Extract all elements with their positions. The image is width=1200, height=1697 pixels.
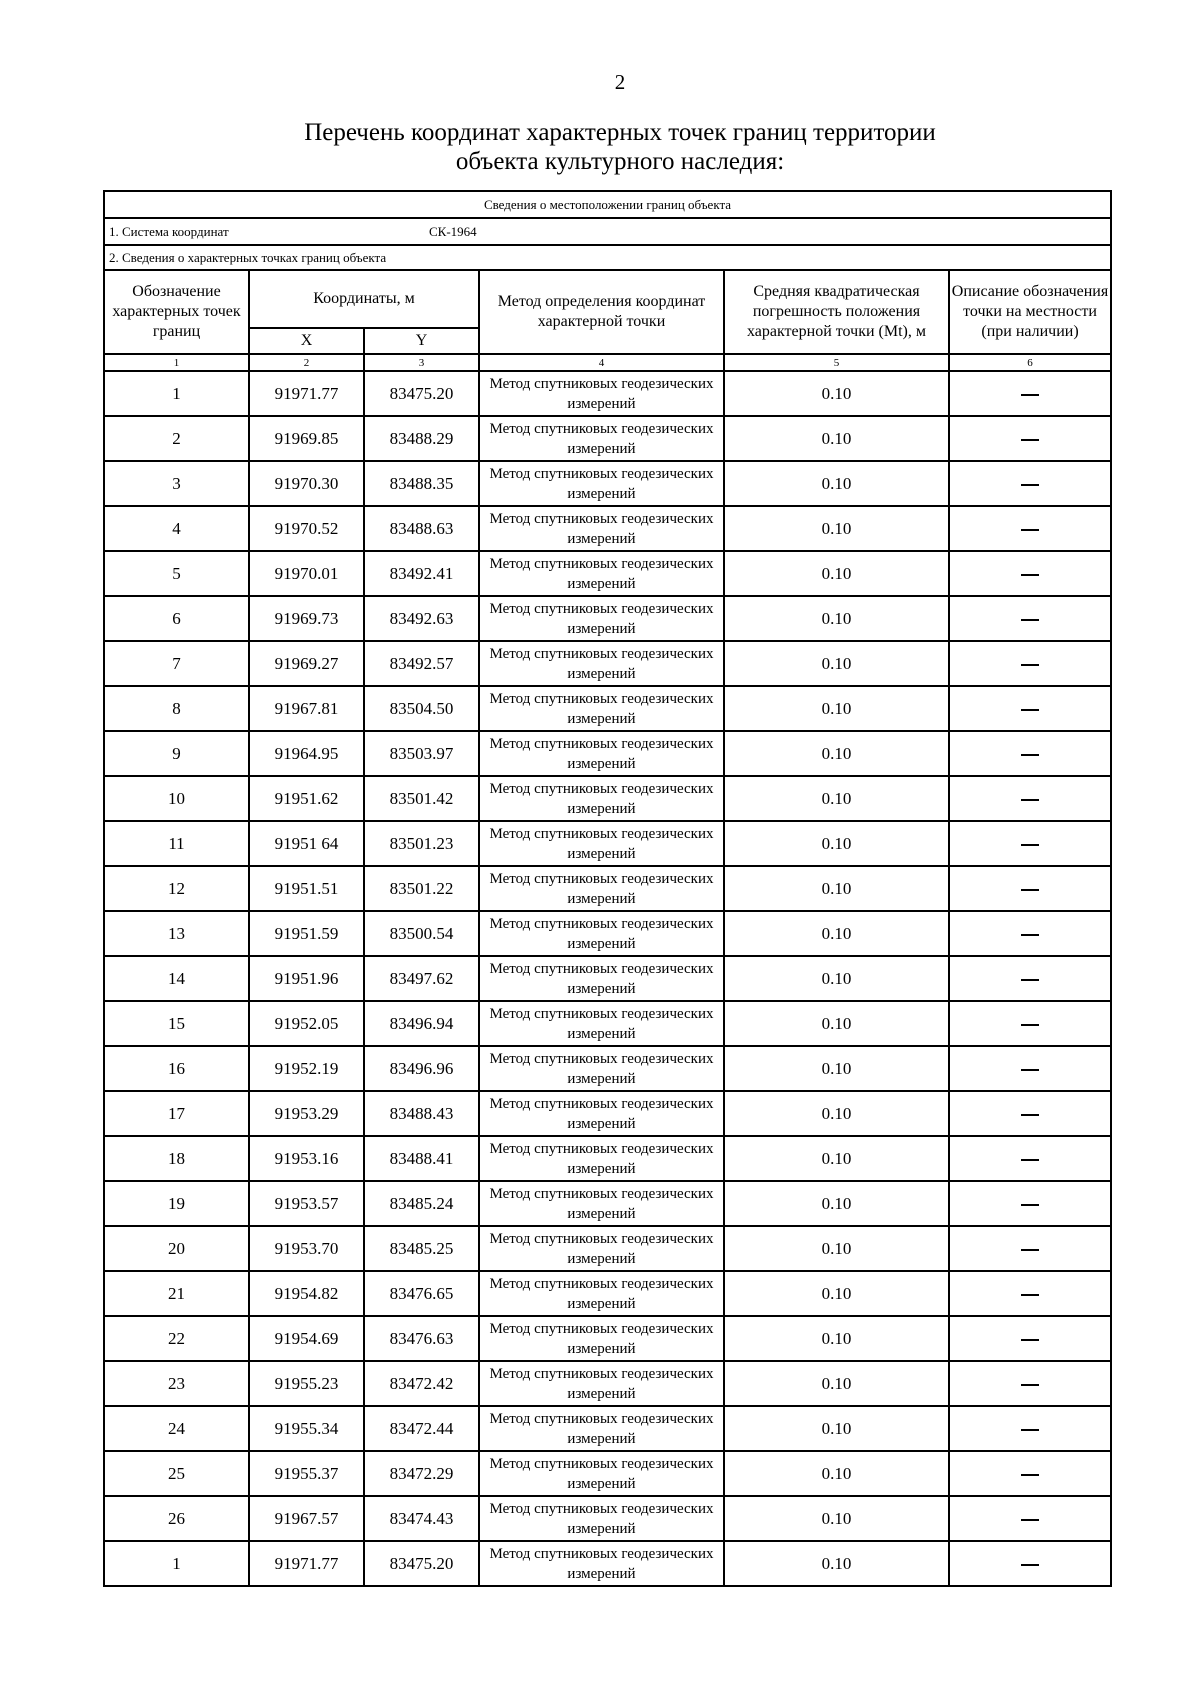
table-row — [104, 866, 1111, 911]
point-number: 7 — [104, 641, 249, 686]
description-cell — [949, 551, 1111, 596]
y-coordinate: 83501.42 — [364, 776, 479, 821]
table-row — [104, 1361, 1111, 1406]
dash-mark — [1021, 1384, 1039, 1386]
header-point: Обозначение характерных точек границ — [104, 270, 249, 354]
method-cell: Метод спутниковых геодезических измерений — [479, 821, 724, 866]
error-cell: 0.10 — [724, 1406, 949, 1451]
dash-mark — [1021, 754, 1039, 756]
table-row — [104, 1136, 1111, 1181]
dash-mark — [1021, 889, 1039, 891]
header-description: Описание обозначения точки на местности (при наличии) — [949, 270, 1111, 354]
table-row — [104, 956, 1111, 1001]
y-coordinate: 83485.24 — [364, 1181, 479, 1226]
table-row — [104, 821, 1111, 866]
x-coordinate: 91951.59 — [249, 911, 364, 956]
y-coordinate: 83503.97 — [364, 731, 479, 776]
coordinates-table — [103, 190, 1112, 1587]
y-coordinate: 83475.20 — [364, 371, 479, 416]
error-cell: 0.10 — [724, 1091, 949, 1136]
dash-mark — [1021, 1474, 1039, 1476]
header-coords: Координаты, м — [249, 270, 479, 328]
point-number: 19 — [104, 1181, 249, 1226]
description-cell — [949, 1406, 1111, 1451]
error-cell: 0.10 — [724, 551, 949, 596]
dash-mark — [1021, 1294, 1039, 1296]
x-coordinate: 91951 64 — [249, 821, 364, 866]
x-coordinate: 91969.27 — [249, 641, 364, 686]
description-cell — [949, 1001, 1111, 1046]
dash-mark — [1021, 1024, 1039, 1026]
x-coordinate: 91969.85 — [249, 416, 364, 461]
method-cell: Метод спутниковых геодезических измерений — [479, 1451, 724, 1496]
dash-mark — [1021, 1159, 1039, 1161]
method-cell: Метод спутниковых геодезических измерений — [479, 1046, 724, 1091]
y-coordinate: 83472.44 — [364, 1406, 479, 1451]
table-row — [104, 1496, 1111, 1541]
dash-mark — [1021, 1249, 1039, 1251]
point-number: 26 — [104, 1496, 249, 1541]
y-coordinate: 83472.29 — [364, 1451, 479, 1496]
table-row — [104, 1046, 1111, 1091]
x-coordinate: 91971.77 — [249, 371, 364, 416]
table-row — [104, 1226, 1111, 1271]
coordinate-system-value: СК-1964 — [429, 224, 477, 239]
page-number: 2 — [614, 70, 626, 94]
method-cell: Метод спутниковых геодезических измерений — [479, 371, 724, 416]
method-cell: Метод спутниковых геодезических измерений — [479, 866, 724, 911]
method-cell: Метод спутниковых геодезических измерений — [479, 1316, 724, 1361]
error-cell: 0.10 — [724, 821, 949, 866]
document-title — [0, 118, 1200, 176]
error-cell: 0.10 — [724, 1361, 949, 1406]
x-coordinate: 91954.69 — [249, 1316, 364, 1361]
dash-mark — [1021, 934, 1039, 936]
table-row — [104, 371, 1111, 416]
error-cell: 0.10 — [724, 1181, 949, 1226]
table-row — [104, 1316, 1111, 1361]
y-coordinate: 83492.57 — [364, 641, 479, 686]
dash-mark — [1021, 1429, 1039, 1431]
column-number: 3 — [364, 354, 479, 371]
y-coordinate: 83501.22 — [364, 866, 479, 911]
dash-mark — [1021, 664, 1039, 666]
table-row — [104, 641, 1111, 686]
table-row — [104, 686, 1111, 731]
description-cell — [949, 1316, 1111, 1361]
point-number: 9 — [104, 731, 249, 776]
point-number: 23 — [104, 1361, 249, 1406]
method-cell: Метод спутниковых геодезических измерений — [479, 416, 724, 461]
coordinate-system-row — [104, 218, 1111, 245]
x-coordinate: 91967.57 — [249, 1496, 364, 1541]
dash-mark — [1021, 1519, 1039, 1521]
x-coordinate: 91955.37 — [249, 1451, 364, 1496]
description-cell — [949, 1226, 1111, 1271]
y-coordinate: 83488.29 — [364, 416, 479, 461]
x-coordinate: 91951.62 — [249, 776, 364, 821]
method-cell: Метод спутниковых геодезических измерений — [479, 1406, 724, 1451]
dash-mark — [1021, 1339, 1039, 1341]
column-number: 4 — [479, 354, 724, 371]
method-cell: Метод спутниковых геодезических измерений — [479, 461, 724, 506]
y-coordinate: 83488.63 — [364, 506, 479, 551]
description-cell — [949, 1091, 1111, 1136]
dash-mark — [1021, 1114, 1039, 1116]
point-number: 18 — [104, 1136, 249, 1181]
x-coordinate: 91955.23 — [249, 1361, 364, 1406]
y-coordinate: 83488.35 — [364, 461, 479, 506]
table-row — [104, 551, 1111, 596]
point-number: 4 — [104, 506, 249, 551]
coordinate-system-label: 1. Система координат — [109, 224, 229, 239]
method-cell: Метод спутниковых геодезических измерений — [479, 1001, 724, 1046]
y-coordinate: 83476.63 — [364, 1316, 479, 1361]
x-coordinate: 91953.70 — [249, 1226, 364, 1271]
y-coordinate: 83485.25 — [364, 1226, 479, 1271]
description-cell — [949, 1046, 1111, 1091]
column-numbers-row — [104, 354, 1111, 371]
dash-mark — [1021, 1204, 1039, 1206]
y-coordinate: 83474.43 — [364, 1496, 479, 1541]
x-coordinate: 91970.30 — [249, 461, 364, 506]
error-cell: 0.10 — [724, 1316, 949, 1361]
x-coordinate: 91954.82 — [249, 1271, 364, 1316]
y-coordinate: 83488.43 — [364, 1091, 479, 1136]
title-line-1: Перечень координат характерных точек границ территории — [304, 119, 936, 146]
method-cell: Метод спутниковых геодезических измерений — [479, 686, 724, 731]
point-number: 1 — [104, 371, 249, 416]
y-coordinate: 83496.94 — [364, 1001, 479, 1046]
dash-mark — [1021, 1564, 1039, 1566]
dash-mark — [1021, 1069, 1039, 1071]
description-cell — [949, 1271, 1111, 1316]
title-line-2: объекта культурного наследия: — [455, 148, 785, 175]
description-cell — [949, 686, 1111, 731]
point-number: 17 — [104, 1091, 249, 1136]
subsection-title: 2. Сведения о характерных точках границ объекта — [104, 245, 1111, 270]
table-row — [104, 1181, 1111, 1226]
dash-mark — [1021, 709, 1039, 711]
description-cell — [949, 1136, 1111, 1181]
y-coordinate: 83476.65 — [364, 1271, 479, 1316]
description-cell — [949, 641, 1111, 686]
table-row — [104, 731, 1111, 776]
point-number: 11 — [104, 821, 249, 866]
description-cell — [949, 956, 1111, 1001]
method-cell: Метод спутниковых геодезических измерений — [479, 956, 724, 1001]
x-coordinate: 91952.19 — [249, 1046, 364, 1091]
x-coordinate: 91951.96 — [249, 956, 364, 1001]
header-error: Средняя квадратическая погрешность положения характерной точки (Mt), м — [724, 270, 949, 354]
method-cell: Метод спутниковых геодезических измерений — [479, 1361, 724, 1406]
error-cell: 0.10 — [724, 1226, 949, 1271]
x-coordinate: 91971.77 — [249, 1541, 364, 1586]
description-cell — [949, 911, 1111, 956]
point-number: 1 — [104, 1541, 249, 1586]
header-x: X — [249, 328, 364, 354]
dash-mark — [1021, 979, 1039, 981]
error-cell: 0.10 — [724, 1451, 949, 1496]
point-number: 22 — [104, 1316, 249, 1361]
point-number: 21 — [104, 1271, 249, 1316]
method-cell: Метод спутниковых геодезических измерений — [479, 1226, 724, 1271]
table-row — [104, 1271, 1111, 1316]
y-coordinate: 83504.50 — [364, 686, 479, 731]
table-row — [104, 1001, 1111, 1046]
header-y: Y — [364, 328, 479, 354]
point-number: 10 — [104, 776, 249, 821]
table-row — [104, 1451, 1111, 1496]
column-number: 5 — [724, 354, 949, 371]
error-cell: 0.10 — [724, 1001, 949, 1046]
method-cell: Метод спутниковых геодезических измерений — [479, 1181, 724, 1226]
error-cell: 0.10 — [724, 866, 949, 911]
error-cell: 0.10 — [724, 1046, 949, 1091]
error-cell: 0.10 — [724, 461, 949, 506]
method-cell: Метод спутниковых геодезических измерений — [479, 551, 724, 596]
x-coordinate: 91952.05 — [249, 1001, 364, 1046]
table-row — [104, 461, 1111, 506]
error-cell: 0.10 — [724, 371, 949, 416]
error-cell: 0.10 — [724, 596, 949, 641]
table-row — [104, 506, 1111, 551]
x-coordinate: 91953.57 — [249, 1181, 364, 1226]
error-cell: 0.10 — [724, 1271, 949, 1316]
x-coordinate: 91969.73 — [249, 596, 364, 641]
point-number: 14 — [104, 956, 249, 1001]
table-row — [104, 596, 1111, 641]
error-cell: 0.10 — [724, 1541, 949, 1586]
error-cell: 0.10 — [724, 911, 949, 956]
point-number: 2 — [104, 416, 249, 461]
description-cell — [949, 371, 1111, 416]
dash-mark — [1021, 619, 1039, 621]
dash-mark — [1021, 574, 1039, 576]
header-method: Метод определения координат характерной точки — [479, 270, 724, 354]
table-row — [104, 416, 1111, 461]
point-number: 3 — [104, 461, 249, 506]
method-cell: Метод спутниковых геодезических измерений — [479, 776, 724, 821]
table-row — [104, 1541, 1111, 1586]
y-coordinate: 83496.96 — [364, 1046, 479, 1091]
method-cell: Метод спутниковых геодезических измерений — [479, 1496, 724, 1541]
method-cell: Метод спутниковых геодезических измерений — [479, 506, 724, 551]
y-coordinate: 83492.41 — [364, 551, 479, 596]
description-cell — [949, 1181, 1111, 1226]
method-cell: Метод спутниковых геодезических измерений — [479, 1271, 724, 1316]
error-cell: 0.10 — [724, 416, 949, 461]
description-cell — [949, 416, 1111, 461]
point-number: 20 — [104, 1226, 249, 1271]
dash-mark — [1021, 439, 1039, 441]
point-number: 15 — [104, 1001, 249, 1046]
x-coordinate: 91955.34 — [249, 1406, 364, 1451]
y-coordinate: 83501.23 — [364, 821, 479, 866]
error-cell: 0.10 — [724, 1136, 949, 1181]
y-coordinate: 83488.41 — [364, 1136, 479, 1181]
method-cell: Метод спутниковых геодезических измерений — [479, 731, 724, 776]
dash-mark — [1021, 484, 1039, 486]
point-number: 13 — [104, 911, 249, 956]
point-number: 12 — [104, 866, 249, 911]
method-cell: Метод спутниковых геодезических измерений — [479, 596, 724, 641]
x-coordinate: 91967.81 — [249, 686, 364, 731]
description-cell — [949, 506, 1111, 551]
column-number: 1 — [104, 354, 249, 371]
point-number: 5 — [104, 551, 249, 596]
method-cell: Метод спутниковых геодезических измерений — [479, 641, 724, 686]
description-cell — [949, 1451, 1111, 1496]
x-coordinate: 91970.01 — [249, 551, 364, 596]
error-cell: 0.10 — [724, 776, 949, 821]
point-number: 24 — [104, 1406, 249, 1451]
table-row — [104, 1091, 1111, 1136]
table-row — [104, 1406, 1111, 1451]
point-number: 8 — [104, 686, 249, 731]
error-cell: 0.10 — [724, 641, 949, 686]
y-coordinate: 83475.20 — [364, 1541, 479, 1586]
table-row — [104, 776, 1111, 821]
y-coordinate: 83472.42 — [364, 1361, 479, 1406]
point-number: 6 — [104, 596, 249, 641]
dash-mark — [1021, 844, 1039, 846]
error-cell: 0.10 — [724, 506, 949, 551]
method-cell: Метод спутниковых геодезических измерений — [479, 1136, 724, 1181]
error-cell: 0.10 — [724, 731, 949, 776]
y-coordinate: 83500.54 — [364, 911, 479, 956]
x-coordinate: 91953.16 — [249, 1136, 364, 1181]
dash-mark — [1021, 394, 1039, 396]
description-cell — [949, 731, 1111, 776]
point-number: 25 — [104, 1451, 249, 1496]
point-number: 16 — [104, 1046, 249, 1091]
x-coordinate: 91953.29 — [249, 1091, 364, 1136]
description-cell — [949, 776, 1111, 821]
method-cell: Метод спутниковых геодезических измерений — [479, 1541, 724, 1586]
y-coordinate: 83497.62 — [364, 956, 479, 1001]
column-number: 2 — [249, 354, 364, 371]
description-cell — [949, 596, 1111, 641]
error-cell: 0.10 — [724, 686, 949, 731]
description-cell — [949, 1496, 1111, 1541]
y-coordinate: 83492.63 — [364, 596, 479, 641]
x-coordinate: 91951.51 — [249, 866, 364, 911]
x-coordinate: 91964.95 — [249, 731, 364, 776]
description-cell — [949, 821, 1111, 866]
section-title: Сведения о местоположении границ объекта — [104, 191, 1111, 218]
dash-mark — [1021, 799, 1039, 801]
dash-mark — [1021, 529, 1039, 531]
description-cell — [949, 461, 1111, 506]
error-cell: 0.10 — [724, 956, 949, 1001]
description-cell — [949, 1361, 1111, 1406]
description-cell — [949, 866, 1111, 911]
description-cell — [949, 1541, 1111, 1586]
column-number: 6 — [949, 354, 1111, 371]
table-row — [104, 911, 1111, 956]
x-coordinate: 91970.52 — [249, 506, 364, 551]
error-cell: 0.10 — [724, 1496, 949, 1541]
method-cell: Метод спутниковых геодезических измерений — [479, 1091, 724, 1136]
method-cell: Метод спутниковых геодезических измерений — [479, 911, 724, 956]
